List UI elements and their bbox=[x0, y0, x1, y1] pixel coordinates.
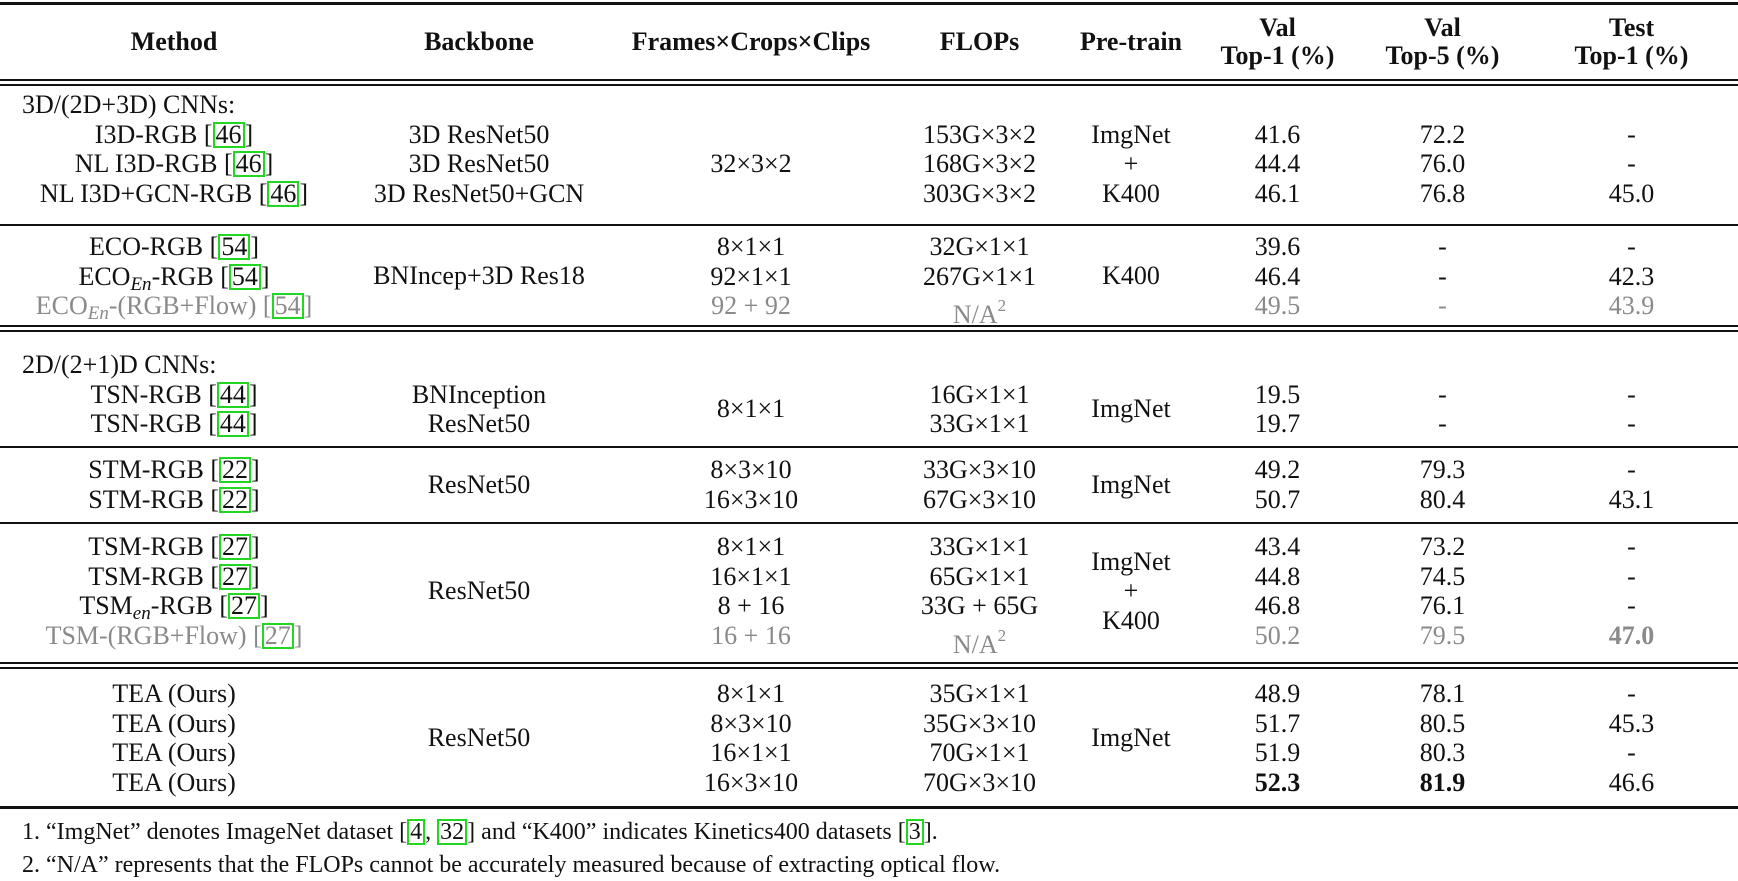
col-header-flops: FLOPs bbox=[939, 27, 1020, 56]
citation-link[interactable]: 27 bbox=[219, 534, 251, 560]
flops-cell: 70G×1×1 bbox=[929, 738, 1030, 767]
val-top5-cell: - bbox=[1438, 379, 1447, 409]
col-header-pretrain: Pre-train bbox=[1079, 27, 1183, 56]
method-cell: TEA (Ours) bbox=[112, 738, 236, 767]
val-top1-cell: 46.8 bbox=[1254, 591, 1301, 620]
method-cell: TEA (Ours) bbox=[112, 679, 236, 708]
flops-cell: 32G×1×1 bbox=[929, 232, 1030, 261]
val-top5-cell: 79.5 bbox=[1419, 620, 1466, 650]
section-rule bbox=[0, 662, 1738, 664]
col-header-val-top5: Val Top-5 (%) bbox=[1385, 13, 1500, 70]
citation-link[interactable]: 27 bbox=[262, 623, 294, 649]
pretrain-cell: ImgNet bbox=[1091, 119, 1171, 149]
test-top1-cell: - bbox=[1627, 591, 1636, 620]
method-cell: TSM-(RGB+Flow) [ 27 ] bbox=[45, 620, 303, 650]
method-cell: TSN-RGB [ 44 ] bbox=[90, 409, 258, 438]
method-cell: $ECO_{En}-(RGB+Flow)$ [ 54 ] bbox=[35, 291, 313, 324]
flops-cell: 33G×1×1 bbox=[929, 409, 1030, 438]
flops-cell: 153G×3×2 bbox=[922, 119, 1037, 149]
method-cell: TSM-RGB [ 27 ] bbox=[88, 532, 260, 561]
backbone-cell: 3D ResNet50 bbox=[408, 119, 550, 149]
val-top5-cell: - bbox=[1438, 409, 1447, 438]
val-top5-cell-best: 81.9 bbox=[1419, 767, 1466, 797]
fcc-cell: 16×1×1 bbox=[710, 738, 792, 767]
test-top1-cell: 43.1 bbox=[1608, 484, 1655, 514]
test-top1-cell: - bbox=[1627, 379, 1636, 409]
group-eco bbox=[0, 232, 1738, 329]
method-cell: NL I3D+GCN-RGB [ 46 ] bbox=[39, 178, 309, 208]
val-top1-cell: 46.1 bbox=[1254, 178, 1301, 208]
val-top5-cell: 78.1 bbox=[1419, 679, 1466, 708]
val-top1-cell: 44.8 bbox=[1254, 561, 1301, 591]
val-top5-cell: 74.5 bbox=[1419, 561, 1466, 591]
flops-cell: 267G×1×1 bbox=[922, 261, 1037, 291]
test-top1-cell: 45.0 bbox=[1608, 178, 1655, 208]
citation-link[interactable]: 3 bbox=[906, 819, 924, 845]
val-top5-cell: - bbox=[1438, 261, 1447, 291]
group-rows bbox=[0, 120, 1738, 209]
fcc-cell: 8×3×10 bbox=[710, 708, 792, 738]
val-top1-cell: 41.6 bbox=[1254, 119, 1301, 149]
header-row bbox=[0, 5, 1738, 79]
val-top1-cell: 19.5 bbox=[1254, 379, 1301, 409]
fcc-cell: 16×3×10 bbox=[703, 767, 799, 797]
fcc-cell: 16 + 16 bbox=[711, 620, 791, 650]
test-top1-cell: 46.6 bbox=[1608, 767, 1655, 797]
flops-cell: 35G×1×1 bbox=[929, 679, 1030, 708]
test-top1-cell: 42.3 bbox=[1608, 261, 1655, 291]
flops-cell: $N/A^2$ bbox=[952, 296, 1007, 329]
citation-link[interactable]: 46 bbox=[267, 181, 299, 207]
val-top5-cell: - bbox=[1438, 232, 1447, 261]
test-top1-cell: 43.9 bbox=[1608, 291, 1655, 320]
citation-link[interactable]: 46 bbox=[233, 151, 265, 177]
fcc-cell: 8×1×1 bbox=[716, 232, 786, 261]
backbone-cell: ResNet50 bbox=[427, 469, 531, 499]
test-top1-cell: - bbox=[1627, 455, 1636, 484]
method-cell: $TSM_{en}$-RGB [ 27 ] bbox=[79, 591, 269, 624]
flops-cell: 33G×1×1 bbox=[929, 532, 1030, 561]
flops-cell: 35G×3×10 bbox=[922, 708, 1037, 738]
group-rows bbox=[0, 679, 1738, 797]
backbone-cell: ResNet50 bbox=[427, 723, 531, 752]
backbone-cell: BNIncep+3D Res18 bbox=[373, 261, 585, 291]
val-top1-cell: 51.9 bbox=[1254, 738, 1301, 767]
val-top5-cell: 72.2 bbox=[1419, 119, 1466, 149]
test-top1-cell: - bbox=[1627, 561, 1636, 591]
divider-rule bbox=[0, 446, 1738, 448]
fcc-cell: 92×1×1 bbox=[710, 261, 792, 291]
test-top1-cell: - bbox=[1627, 149, 1636, 178]
method-cell: TEA (Ours) bbox=[112, 708, 236, 738]
val-top1-cell: 46.4 bbox=[1254, 261, 1301, 291]
backbone-cell: 3D ResNet50 bbox=[408, 149, 550, 178]
val-top1-cell: 49.5 bbox=[1254, 291, 1301, 320]
fcc-cell: 8×1×1 bbox=[716, 679, 786, 708]
citation-link[interactable]: 4 bbox=[407, 819, 425, 845]
method-cell: TSN-RGB [ 44 ] bbox=[90, 379, 258, 409]
pretrain-cell: + bbox=[1123, 576, 1139, 606]
val-top5-cell: 80.4 bbox=[1419, 484, 1466, 514]
backbone-cell: 3D ResNet50+GCN bbox=[373, 178, 585, 208]
flops-cell: 33G + 65G bbox=[920, 591, 1039, 620]
fcc-cell: 8 + 16 bbox=[717, 591, 785, 620]
divider-rule bbox=[0, 522, 1738, 524]
col-header-val-top1: Val Top-1 (%) bbox=[1220, 13, 1335, 70]
col-header-fcc: Frames×Crops×Clips bbox=[631, 27, 871, 56]
val-top1-cell: 49.2 bbox=[1254, 455, 1301, 484]
val-top5-cell: 76.8 bbox=[1419, 178, 1466, 208]
test-top1-cell: - bbox=[1627, 532, 1636, 561]
val-top1-cell: 44.4 bbox=[1254, 149, 1301, 178]
divider-rule bbox=[0, 224, 1738, 226]
method-cell: TSM-RGB [ 27 ] bbox=[88, 561, 260, 591]
group-rows bbox=[0, 455, 1738, 514]
citation-link[interactable]: 54 bbox=[218, 234, 250, 260]
method-cell: TEA (Ours) bbox=[112, 767, 236, 797]
group-3d-cnns bbox=[0, 90, 1738, 208]
val-top5-cell: 80.5 bbox=[1419, 708, 1466, 738]
pretrain-cell: ImgNet bbox=[1091, 469, 1171, 499]
citation-link[interactable]: 27 bbox=[219, 564, 251, 590]
header-rule bbox=[0, 79, 1738, 81]
flops-cell: 303G×3×2 bbox=[922, 178, 1037, 208]
group-stm bbox=[0, 455, 1738, 514]
col-header-method: Method bbox=[130, 27, 218, 56]
citation-link[interactable]: 46 bbox=[213, 122, 245, 148]
flops-cell: 70G×3×10 bbox=[922, 767, 1037, 797]
results-table bbox=[0, 5, 1738, 79]
val-top5-cell: 76.1 bbox=[1419, 591, 1466, 620]
group-rows bbox=[0, 532, 1738, 659]
fcc-cell: 16×3×10 bbox=[703, 484, 799, 514]
fcc-cell: 16×1×1 bbox=[710, 561, 792, 591]
group-tea bbox=[0, 679, 1738, 797]
col-header-test-top1: Test Top-1 (%) bbox=[1574, 13, 1689, 70]
header-rule-2 bbox=[0, 84, 1738, 86]
group-2d-cnns bbox=[0, 350, 1738, 439]
citation-link[interactable]: 32 bbox=[437, 819, 467, 845]
test-top1-cell: - bbox=[1627, 738, 1636, 767]
citation-link[interactable]: 44 bbox=[217, 411, 249, 437]
pretrain-cell: K400 bbox=[1102, 178, 1160, 208]
test-top1-cell: 45.3 bbox=[1608, 708, 1655, 738]
bottom-rule bbox=[0, 806, 1738, 809]
fcc-cell: 8×3×10 bbox=[710, 455, 792, 484]
val-top5-cell: 73.2 bbox=[1419, 532, 1466, 561]
test-top1-cell: - bbox=[1627, 119, 1636, 149]
val-top5-cell: - bbox=[1438, 291, 1447, 320]
citation-link[interactable]: 54 bbox=[229, 264, 261, 290]
backbone-cell: ResNet50 bbox=[427, 409, 531, 438]
pretrain-cell: + bbox=[1123, 149, 1139, 178]
section-rule-2 bbox=[0, 330, 1738, 332]
flops-cell: 168G×3×2 bbox=[922, 149, 1037, 178]
pretrain-cell: ImgNet bbox=[1091, 546, 1171, 576]
fcc-cell: 92 + 92 bbox=[711, 291, 791, 320]
val-top1-cell: 51.7 bbox=[1254, 708, 1301, 738]
citation-link[interactable]: 27 bbox=[228, 593, 260, 619]
val-top1-cell: 50.2 bbox=[1254, 620, 1301, 650]
section-rule-2 bbox=[0, 667, 1738, 669]
citation-link[interactable]: 22 bbox=[219, 457, 251, 483]
footnote-2: 2. “N/A” represents that the FLOPs cannot be accurately measured because of extracting optical flow. bbox=[22, 852, 1001, 878]
val-top1-cell: 43.4 bbox=[1254, 532, 1301, 561]
footnote-1: 1. “ImgNet” denotes ImageNet dataset [ 4 , 32 ] and “K400” indicates Kinetics400 datasets [ 3 ]. bbox=[22, 819, 938, 845]
backbone-cell: ResNet50 bbox=[427, 576, 531, 605]
section-rule bbox=[0, 325, 1738, 327]
flops-cell: 33G×3×10 bbox=[922, 455, 1037, 484]
val-top1-cell: 39.6 bbox=[1254, 232, 1301, 261]
method-cell: $ECO_{En}$-RGB [ 54 ] bbox=[78, 261, 270, 295]
fcc-cell: 32×3×2 bbox=[710, 148, 792, 178]
fcc-cell: 8×1×1 bbox=[716, 394, 786, 423]
method-cell: NL I3D-RGB [ 46 ] bbox=[74, 149, 274, 178]
val-top1-cell-best: 52.3 bbox=[1254, 767, 1301, 797]
test-top1-cell: - bbox=[1627, 232, 1636, 261]
test-top1-cell: - bbox=[1627, 679, 1636, 708]
val-top1-cell: 19.7 bbox=[1254, 409, 1301, 438]
group-rows bbox=[0, 232, 1738, 329]
citation-link[interactable]: 54 bbox=[272, 293, 304, 319]
method-cell: STM-RGB [ 22 ] bbox=[88, 455, 260, 484]
flops-cell: $N/A^2$ bbox=[952, 625, 1007, 659]
pretrain-cell: K400 bbox=[1102, 261, 1160, 291]
pretrain-cell: ImgNet bbox=[1091, 723, 1171, 752]
val-top5-cell: 80.3 bbox=[1419, 738, 1466, 767]
fcc-cell: 8×1×1 bbox=[716, 532, 786, 561]
pretrain-cell: K400 bbox=[1102, 605, 1160, 635]
col-header-backbone: Backbone bbox=[424, 27, 534, 56]
pretrain-cell: ImgNet bbox=[1091, 394, 1171, 423]
citation-link[interactable]: 22 bbox=[219, 487, 251, 513]
flops-cell: 67G×3×10 bbox=[922, 484, 1037, 514]
method-cell: ECO-RGB [ 54 ] bbox=[89, 232, 259, 261]
flops-cell: 16G×1×1 bbox=[929, 379, 1030, 409]
group-rows bbox=[0, 380, 1738, 439]
group-tsm bbox=[0, 532, 1738, 659]
test-top1-cell: - bbox=[1627, 409, 1636, 438]
val-top5-cell: 79.3 bbox=[1419, 455, 1466, 484]
group-caption: 3D/(2D+3D) CNNs: bbox=[22, 90, 236, 119]
val-top5-cell: 76.0 bbox=[1419, 149, 1466, 178]
test-top1-cell-best: 47.0 bbox=[1608, 620, 1655, 650]
flops-cell: 65G×1×1 bbox=[929, 561, 1030, 591]
backbone-cell: BNInception bbox=[411, 379, 547, 409]
val-top1-cell: 48.9 bbox=[1254, 679, 1301, 708]
citation-link[interactable]: 44 bbox=[217, 382, 249, 408]
method-cell: STM-RGB [ 22 ] bbox=[88, 484, 260, 514]
method-cell: I3D-RGB [ 46 ] bbox=[94, 119, 254, 149]
val-top1-cell: 50.7 bbox=[1254, 484, 1301, 514]
group-caption: 2D/(2+1)D CNNs: bbox=[22, 350, 217, 379]
